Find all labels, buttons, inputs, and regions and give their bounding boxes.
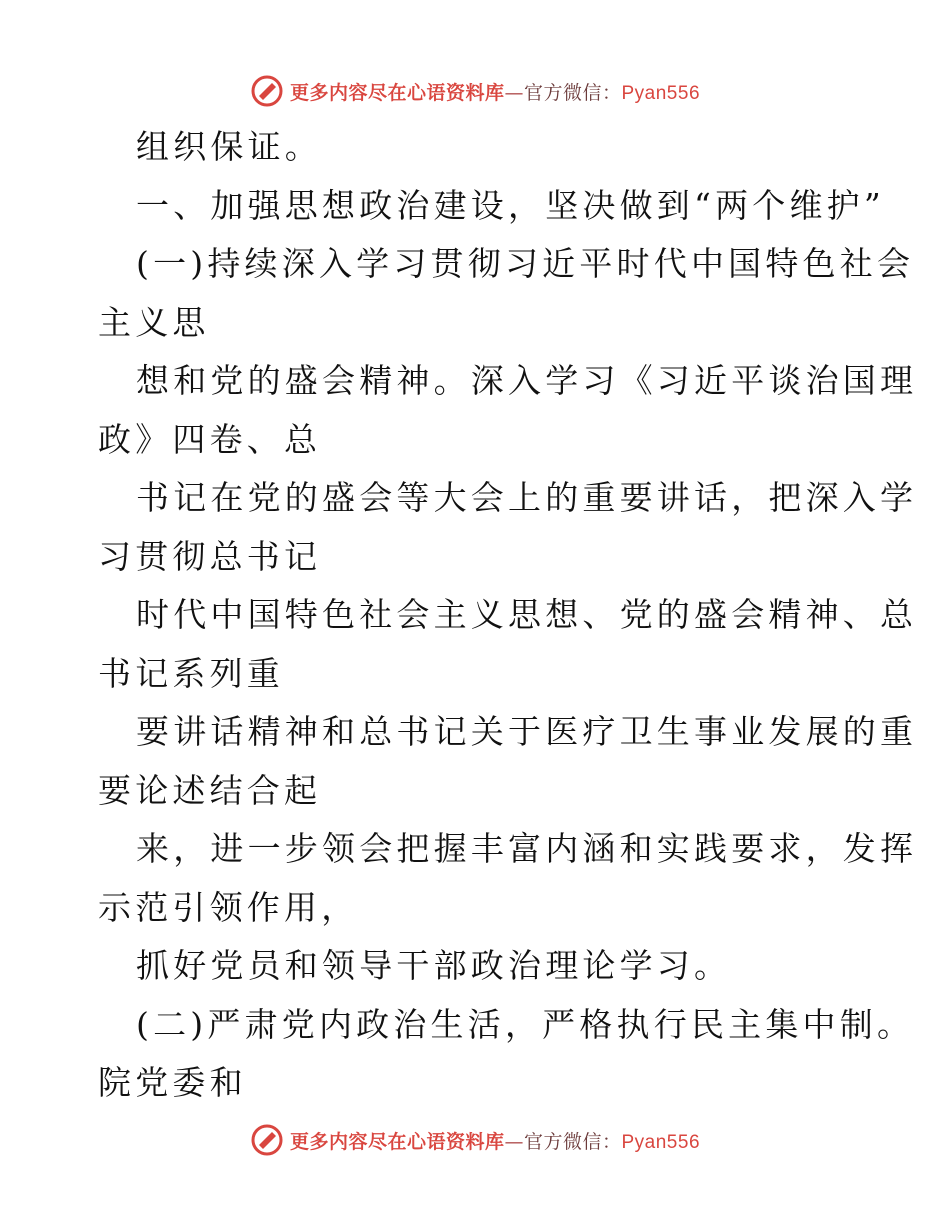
body-line: 习贯彻总书记 [98, 536, 322, 576]
subsection-heading: (一)持续深入学习贯彻习近平时代中国特色社会 [136, 244, 915, 283]
watermark-sub-text: 官方微信： [523, 1130, 622, 1153]
body-line: 示范引领作用， [98, 887, 359, 927]
body-line: 院党委和 [98, 1063, 247, 1102]
watermark-dash: — [504, 1130, 524, 1153]
watermark-main-text: 更多内容尽在心语资料库 [289, 1130, 505, 1153]
body-line: 要论述结合起 [98, 770, 322, 810]
body-line: 来，进一步领会把握丰富内涵和实践要求，发挥 [136, 829, 918, 868]
brand-logo-icon [250, 74, 284, 108]
body-line: 组织保证。 [136, 127, 322, 166]
header-watermark [0, 71, 950, 111]
watermark-main-text: 更多内容尽在心语资料库 [289, 81, 505, 104]
watermark-dash: — [504, 81, 524, 104]
footer-watermark [0, 1120, 950, 1160]
document-body [98, 118, 918, 1113]
body-line: 书记在党的盛会等大会上的重要讲话，把深入学 [136, 478, 918, 517]
body-line: 抓好党员和领导干部政治理论学习。 [136, 946, 732, 985]
body-line: 要讲话精神和总书记关于医疗卫生事业发展的重 [136, 712, 918, 751]
body-line: 主义思 [98, 302, 210, 342]
body-line: 书记系列重 [98, 653, 284, 693]
body-line: 想和党的盛会精神。深入学习《习近平谈治国理 [136, 361, 918, 400]
subsection-heading: (二)严肃党内政治生活，严格执行民主集中制。 [136, 1004, 915, 1044]
brand-logo-icon [250, 1123, 284, 1157]
watermark-wechat-id: Pyan556 [621, 1131, 701, 1153]
body-line: 时代中国特色社会主义思想、党的盛会精神、总 [136, 595, 918, 634]
watermark-sub-text: 官方微信： [523, 81, 622, 104]
body-line: 政》四卷、总 [98, 419, 322, 459]
watermark-wechat-id: Pyan556 [621, 82, 701, 104]
section-heading: 一、加强思想政治建设，坚决做到“两个维护” [136, 185, 885, 225]
